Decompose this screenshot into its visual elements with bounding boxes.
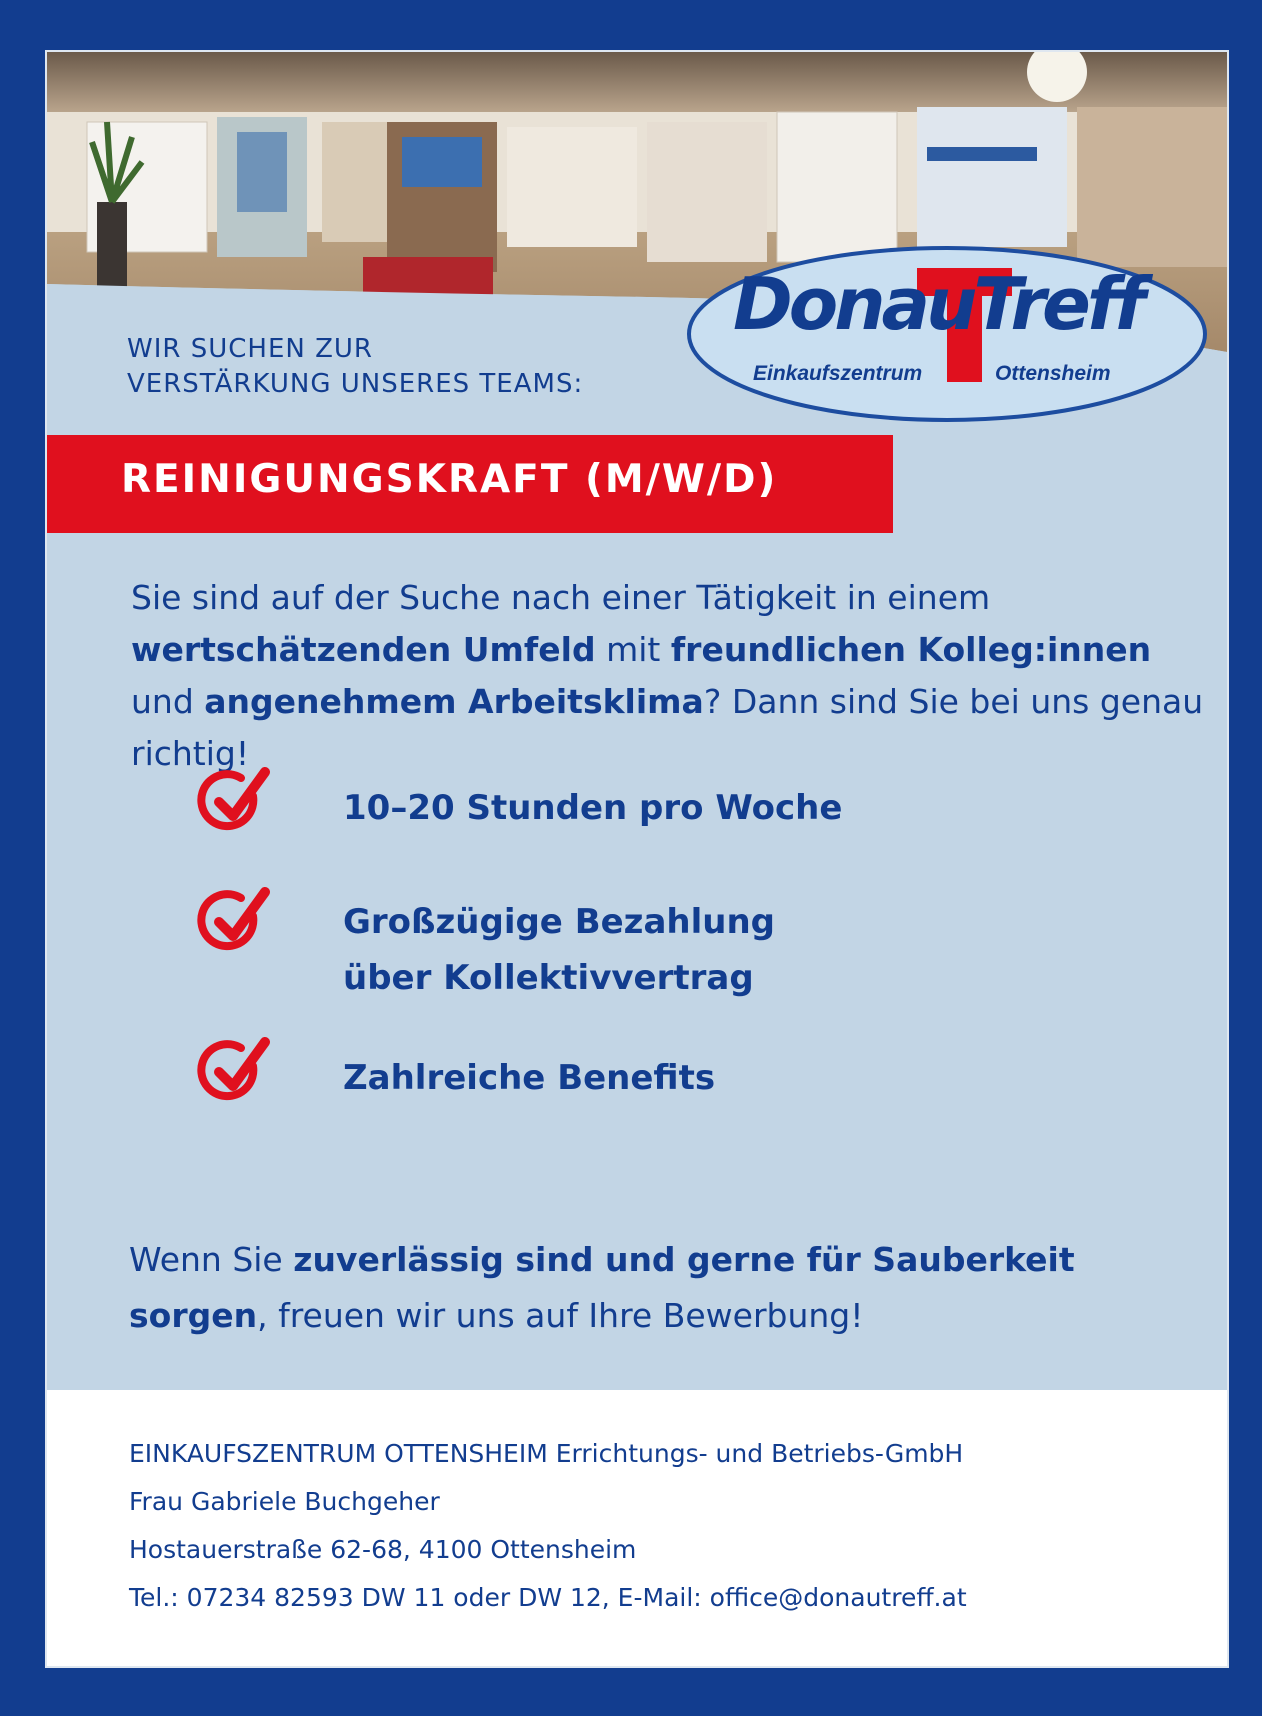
company-line [129, 1430, 967, 1478]
company-name: EINKAUFSZENTRUM OTTENSHEIM [129, 1439, 548, 1468]
logo-wordmark: DonauTreff [733, 262, 1142, 346]
intro-paragraph [131, 572, 1211, 780]
contact-person: Frau Gabriele Buchgeher [129, 1487, 440, 1516]
benefit-label [343, 894, 775, 1006]
benefit-line: Zahlreiche Benefits [343, 1058, 716, 1098]
intro-emphasis: freundlichen Kolleg:innen [670, 630, 1152, 669]
check-circle-icon [195, 882, 275, 962]
benefit-label [343, 1050, 715, 1106]
logo-subtitle-right: Ottensheim [995, 362, 1111, 385]
closing-emphasis: zuverlässig sind und gerne für Sauberkeit sorgen [129, 1240, 1075, 1335]
check-circle-icon [195, 1032, 275, 1112]
job-ad-card [47, 52, 1227, 1666]
contact-footer [47, 1390, 1227, 1666]
benefit-line: Großzügige Bezahlung [343, 902, 776, 942]
kicker-line-2: VERSTÄRKUNG UNSERES TEAMS: [127, 369, 584, 399]
contact-details [129, 1430, 967, 1622]
job-title: REINIGUNGSKRAFT (M/W/D) [121, 457, 778, 502]
closing-text: Wenn Sie [129, 1240, 294, 1279]
intro-text: ? Dann sind Sie bei uns genau richtig! [131, 682, 1204, 773]
benefit-label [343, 780, 842, 836]
company-suffix: Errichtungs- und Betriebs-GmbH [547, 1439, 964, 1468]
intro-text: und [131, 682, 205, 721]
benefit-line: 10–20 Stunden pro Woche [343, 788, 843, 828]
closing-text: , freuen wir uns auf Ihre Bewerbung! [257, 1296, 864, 1335]
address: Hostauerstraße 62-68, 4100 Ottensheim [129, 1535, 637, 1564]
kicker-line-1: WIR SUCHEN ZUR [127, 334, 373, 364]
logo-subtitle-left: Einkaufszentrum [753, 362, 923, 385]
benefit-line: über Kollektivvertrag [343, 958, 754, 998]
intro-text: Sie sind auf der Suche nach einer Tätigkeit in einem [131, 578, 991, 617]
check-circle-icon [195, 762, 275, 842]
phone-email[interactable]: Tel.: 07234 82593 DW 11 oder DW 12, E-Mail: office@donautreff.at [129, 1583, 967, 1612]
donautreff-logo [677, 234, 1227, 446]
intro-emphasis: wertschätzenden Umfeld [131, 630, 596, 669]
job-title-banner [47, 435, 893, 533]
closing-paragraph [129, 1232, 1219, 1344]
intro-text: mit [595, 630, 671, 669]
kicker-text [127, 332, 727, 402]
intro-emphasis: angenehmem Arbeitsklima [204, 682, 704, 721]
